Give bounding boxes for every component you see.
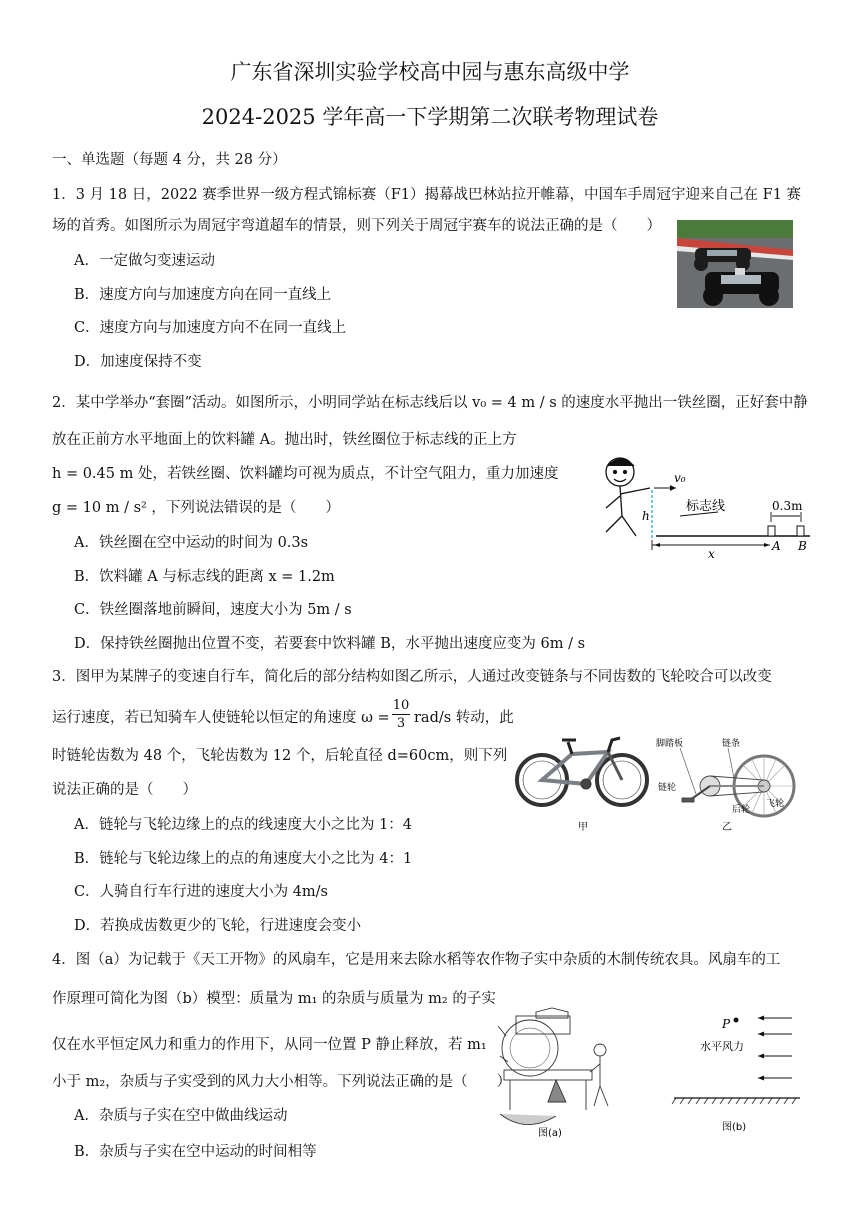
q4-option-a: A．杂质与子实在空中做曲线运动: [74, 1108, 288, 1124]
q2-option-b: B．饮料罐 A 与标志线的距离 x = 1.2m: [74, 569, 335, 585]
v0-label: v₀: [674, 471, 686, 485]
marker-line-label: 标志线: [686, 499, 726, 514]
wind-force-label: 水平风力: [700, 1040, 744, 1053]
q3-stem-line2b: rad/s 转动，此: [414, 710, 514, 726]
yi-label: 乙: [722, 822, 732, 833]
flywheel-label: 飞轮: [766, 799, 785, 809]
section-heading: 一、单选题（每题 4 分，共 28 分）: [52, 152, 287, 168]
q3-option-c: C．人骑自行车行进的速度大小为 4m/s: [74, 884, 329, 900]
point-p: [734, 1018, 739, 1023]
q3-option-b: B．链轮与飞轮边缘上的点的角速度大小之比为 4：1: [74, 851, 413, 867]
q1-stem-line2: 场的首秀。如图所示为周冠宇弯道超车的情景，则下列关于周冠宇赛车的说法正确的是（ ）: [52, 218, 661, 234]
page-title-line2: 2024-2025 学年高一下学期第二次联考物理试卷: [201, 105, 659, 129]
q3-stem-line3: 时链轮齿数为 48 个，飞轮齿数为 12 个，后轮直径 d=60cm，则下列: [52, 748, 508, 764]
winnowing-machine-figure: [496, 1006, 616, 1142]
q4-stem-line3: 仅在水平恒定风力和重力的作用下，从同一位置 P 静止释放，若 m₁: [52, 1037, 487, 1053]
wind-model-figure: [660, 1006, 810, 1142]
gap-label: 0.3m: [772, 499, 803, 513]
q4-stem-line1: 4．图（a）为记载于《天工开物》的风扇车，它是用来去除水稻等农作物子实中杂质的木制传统农具。风扇车的工: [52, 952, 781, 968]
q2-stem-line1: 2．某中学举办“套圈”活动。如图所示，小明同学站在标志线后以 v₀ = 4 m / s 的速度水平抛出一铁丝圈，正好套中静: [52, 395, 808, 411]
ring-toss-figure: [592, 454, 820, 562]
bicycle-figure: [510, 728, 810, 838]
q4-stem-line2: 作原理可简化为图（b）模型：质量为 m₁ 的杂质与质量为 m₂ 的子实: [52, 991, 496, 1007]
q2-stem-line4: g = 10 m / s² ，下列说法错误的是（ ）: [52, 500, 340, 516]
q3-stem-line2a: 运行速度，若已知骑车人使链轮以恒定的角速度 ω =: [52, 710, 390, 726]
q2-option-a: A．铁丝圈在空中运动的时间为 0.3s: [74, 535, 309, 551]
q2-stem-line3: h = 0.45 m 处，若铁丝圈、饮料罐均可视为质点，不计空气阻力，重力加速度: [52, 466, 559, 482]
q2-stem-line2: 放在正前方水平地面上的饮料罐 A。抛出时，铁丝圈位于标志线的正上方: [52, 432, 517, 448]
pedal-label: 脚踏板: [656, 739, 684, 749]
chainring-label: 链轮: [658, 783, 677, 793]
bicycle-photo: [517, 738, 647, 805]
q2-option-c: C．铁丝圈落地前瞬间，速度大小为 5m / s: [74, 602, 352, 618]
fig-b-label: 图(b): [722, 1122, 747, 1133]
p-label: P: [722, 1017, 731, 1031]
x-label: x: [708, 547, 715, 561]
fraction-numerator: 10: [392, 698, 410, 713]
q3-option-d: D．若换成齿数更少的飞轮，行进速度会变小: [74, 918, 362, 934]
rear-wheel-label: 后轮: [732, 805, 751, 815]
page-title-line1: 广东省深圳实验学校高中园与惠东高级中学: [230, 60, 630, 84]
jia-label: 甲: [578, 822, 588, 833]
student-icon: [606, 458, 650, 536]
b-label: B: [798, 539, 807, 553]
q4-option-b: B．杂质与子实在空中运动的时间相等: [74, 1144, 317, 1160]
q1-stem-line1: 1．3 月 18 日，2022 赛季世界一级方程式锦标赛（F1）揭幕战巴林站拉开帷幕，中国车手周冠宇迎来自己在 F1 赛: [52, 187, 802, 203]
q3-stem-line4: 说法正确的是（ ）: [52, 782, 197, 798]
fig-a-label: 图(a): [538, 1128, 562, 1139]
h-label: h: [642, 509, 650, 523]
q3-option-a: A．链轮与飞轮边缘上的点的线速度大小之比为 1：4: [74, 817, 413, 833]
q1-option-c: C．速度方向与加速度方向不在同一直线上: [74, 320, 347, 336]
a-label: A: [772, 539, 781, 553]
fraction-denominator: 3: [396, 716, 406, 731]
q1-option-d: D．加速度保持不变: [74, 354, 202, 370]
q1-option-b: B．速度方向与加速度方向在同一直线上: [74, 287, 332, 303]
chain-label: 链条: [722, 739, 741, 749]
q4-stem-line4: 小于 m₂，杂质与子实受到的风力大小相等。下列说法正确的是（ ）: [52, 1074, 512, 1090]
omega-fraction: [392, 697, 410, 732]
q2-option-d: D．保持铁丝圈抛出位置不变，若要套中饮料罐 B，水平抛出速度应变为 6m / s: [74, 636, 586, 652]
q1-option-a: A．一定做匀变速运动: [74, 253, 215, 269]
q3-stem-line1: 3．图甲为某牌子的变速自行车，简化后的部分结构如图乙所示，人通过改变链条与不同齿数的飞轮咬合可以改变: [52, 669, 772, 685]
f1-car-photo: [677, 220, 793, 308]
